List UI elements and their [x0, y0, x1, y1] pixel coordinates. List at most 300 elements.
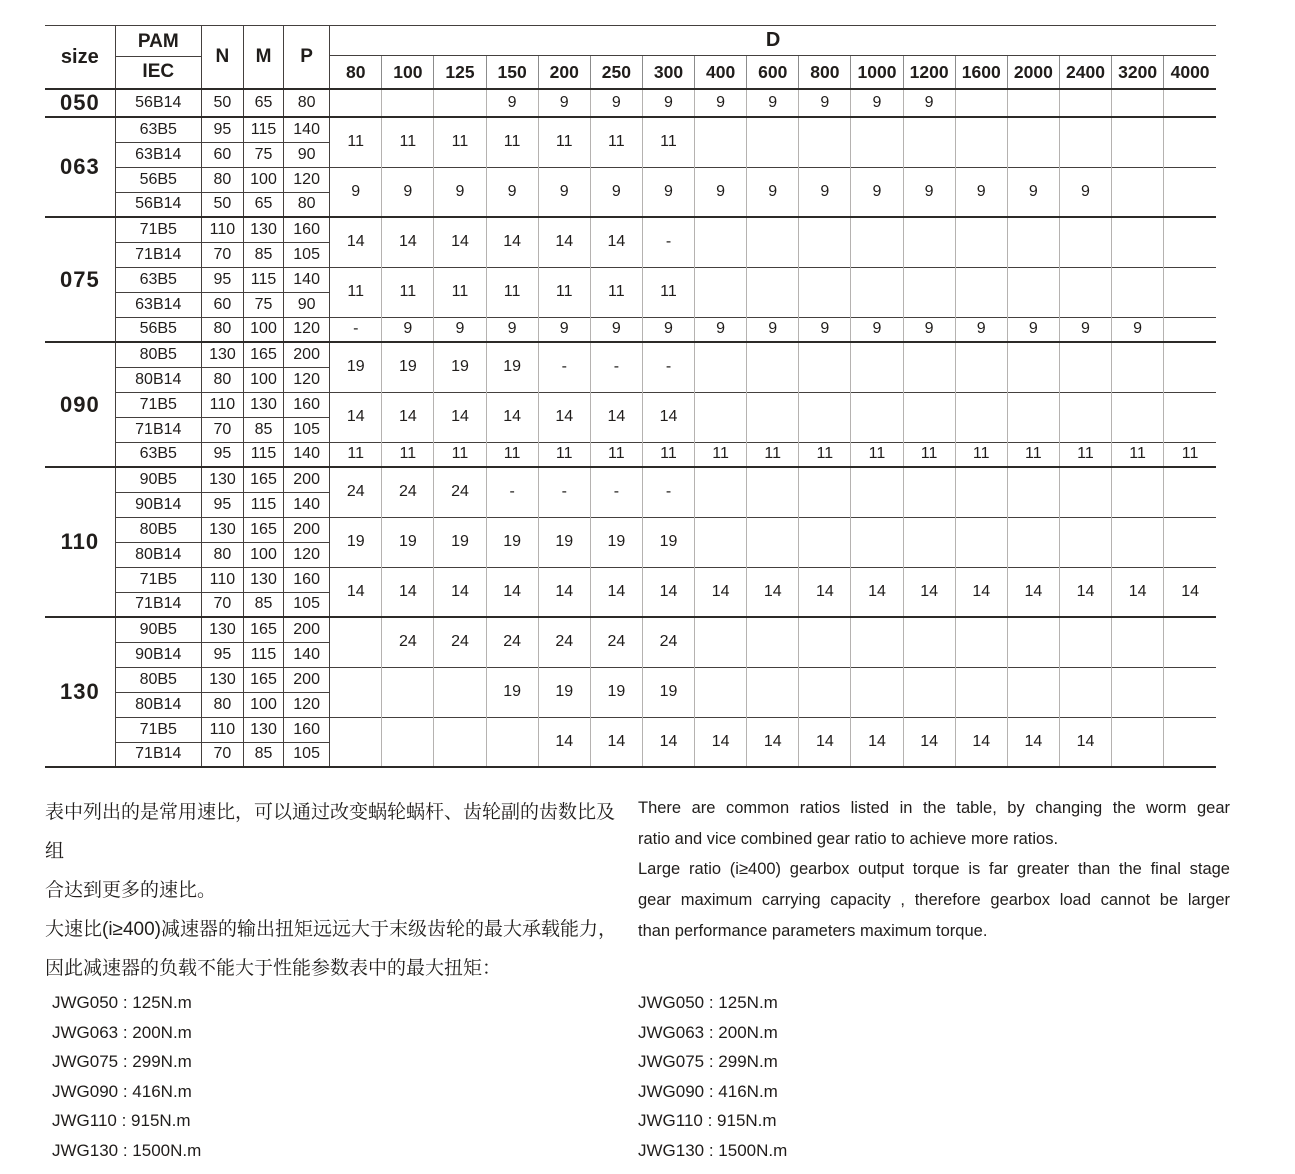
m-cell: 85	[243, 592, 283, 617]
d-value-cell: 24	[434, 617, 486, 667]
d-value-cell: 11	[486, 267, 538, 317]
d-value-cell: 9	[642, 167, 694, 217]
d-value-cell: 19	[642, 667, 694, 717]
p-cell: 105	[284, 242, 330, 267]
d-col-header: 4000	[1170, 61, 1210, 82]
torque-item: JWG090 : 416N.m	[52, 1081, 192, 1101]
m-cell: 100	[243, 317, 283, 342]
d-col-header: 1200	[903, 56, 955, 89]
d-value-cell: 9	[851, 89, 903, 117]
d-value-cell	[695, 267, 747, 317]
d-value-cell: 14	[903, 567, 955, 617]
note-line: There are common ratios listed in the table, by changing the worm gear	[638, 799, 1230, 817]
d-value-cell	[799, 342, 851, 392]
d-value-cell: 14	[330, 392, 382, 442]
d-value-cell: 11	[434, 117, 486, 167]
d-value-cell: 14	[642, 392, 694, 442]
d-value-cell: 14	[382, 392, 434, 442]
n-cell: 80	[201, 542, 243, 567]
d-value-cell	[955, 89, 1007, 117]
n-cell: 95	[201, 117, 243, 142]
d-value-cell: 9	[903, 317, 955, 342]
d-value-cell	[903, 517, 955, 567]
d-value-cell	[851, 217, 903, 267]
p-cell: 160	[284, 392, 330, 417]
p-cell: 160	[284, 567, 330, 592]
d-value-cell	[851, 667, 903, 717]
d-col-header: 200	[538, 56, 590, 89]
d-value-cell	[330, 667, 382, 717]
d-value-cell	[1059, 617, 1111, 667]
p-cell: 90	[284, 142, 330, 167]
p-cell: 140	[284, 442, 330, 467]
d-value-cell: 14	[486, 567, 538, 617]
d-value-cell	[747, 117, 799, 167]
d-value-cell: 9	[851, 317, 903, 342]
pam-cell: 71B5	[115, 567, 201, 592]
m-cell: 130	[243, 217, 283, 242]
d-value-cell: 11	[330, 442, 382, 467]
d-value-cell: 19	[642, 517, 694, 567]
d-value-cell: 19	[330, 517, 382, 567]
n-cell: 70	[201, 742, 243, 767]
d-value-cell	[1007, 617, 1059, 667]
d-value-cell	[747, 617, 799, 667]
d-value-cell: 14	[642, 567, 694, 617]
d-value-cell	[695, 342, 747, 392]
n-cell: 50	[201, 192, 243, 217]
d-value-cell	[955, 267, 1007, 317]
d-value-cell: 19	[382, 517, 434, 567]
d-value-cell: 11	[538, 442, 590, 467]
d-value-cell: 14	[851, 567, 903, 617]
d-value-cell: 19	[590, 667, 642, 717]
pam-cell: 80B5	[115, 342, 201, 367]
d-value-cell	[1059, 217, 1111, 267]
p-cell: 120	[284, 167, 330, 192]
d-value-cell	[903, 267, 955, 317]
size-cell: 110	[45, 467, 115, 617]
pam-cell: 56B14	[115, 192, 201, 217]
d-value-cell: -	[642, 342, 694, 392]
p-cell: 200	[284, 667, 330, 692]
d-value-cell	[955, 467, 1007, 517]
d-value-cell	[955, 117, 1007, 167]
n-cell: 80	[201, 692, 243, 717]
d-value-cell: 11	[590, 117, 642, 167]
m-cell: 100	[243, 167, 283, 192]
d-value-cell: 14	[799, 567, 851, 617]
d-value-cell: 9	[799, 167, 851, 217]
d-value-cell	[486, 717, 538, 767]
m-cell: 65	[243, 89, 283, 117]
p-cell: 105	[284, 592, 330, 617]
d-value-cell	[1112, 89, 1164, 117]
d-value-cell: 14	[955, 567, 1007, 617]
d-value-cell	[1164, 267, 1216, 317]
pam-cell: 71B5	[115, 392, 201, 417]
size-cell: 130	[45, 617, 115, 767]
d-value-cell: 24	[434, 467, 486, 517]
note-line: 合达到更多的速比。	[45, 880, 217, 901]
d-value-cell: 9	[1007, 317, 1059, 342]
n-cell: 60	[201, 142, 243, 167]
d-value-cell: 11	[330, 267, 382, 317]
d-value-cell: 11	[382, 267, 434, 317]
torque-item: JWG090 : 416N.m	[638, 1081, 778, 1101]
d-value-cell	[1007, 89, 1059, 117]
d-value-cell	[695, 217, 747, 267]
pam-iec-column-header	[115, 26, 201, 90]
n-cell: 95	[201, 267, 243, 292]
pam-cell: 63B5	[115, 267, 201, 292]
n-cell: 95	[201, 492, 243, 517]
pam-cell: 56B5	[115, 317, 201, 342]
d-value-cell	[747, 217, 799, 267]
pam-cell: 71B14	[115, 742, 201, 767]
m-cell: 115	[243, 642, 283, 667]
m-cell: 115	[243, 267, 283, 292]
d-value-cell	[851, 117, 903, 167]
p-cell: 80	[284, 192, 330, 217]
d-value-cell	[903, 217, 955, 267]
d-value-cell	[1112, 167, 1164, 217]
d-value-cell: 14	[642, 717, 694, 767]
pam-cell: 71B5	[115, 217, 201, 242]
size-cell: 075	[45, 217, 115, 342]
torque-item: JWG050 : 125N.m	[52, 993, 192, 1012]
n-cell: 110	[201, 217, 243, 242]
d-value-cell	[747, 467, 799, 517]
p-column-header: P	[284, 26, 330, 90]
d-value-cell: 9	[799, 317, 851, 342]
d-value-cell: 19	[590, 517, 642, 567]
d-value-cell	[434, 717, 486, 767]
d-value-cell: 9	[486, 317, 538, 342]
d-value-cell: 11	[382, 117, 434, 167]
note-line: than performance parameters maximum torque.	[638, 921, 988, 940]
d-col-header: 3200	[1112, 56, 1164, 89]
d-value-cell: 11	[434, 267, 486, 317]
size-cell: 063	[45, 117, 115, 217]
m-cell: 165	[243, 342, 283, 367]
d-col-header: 300	[642, 56, 694, 89]
d-value-cell	[955, 517, 1007, 567]
m-cell: 165	[243, 667, 283, 692]
note-line: Large ratio (i≥400) gearbox output torque is far greater than the final stage	[638, 860, 1230, 879]
n-cell: 50	[201, 89, 243, 117]
p-cell: 200	[284, 467, 330, 492]
d-value-cell: 14	[695, 717, 747, 767]
d-value-cell: 9	[1059, 317, 1111, 342]
p-cell: 140	[284, 117, 330, 142]
n-cell: 70	[201, 592, 243, 617]
d-col-header: 80	[330, 56, 382, 89]
d-value-cell: 11	[1164, 442, 1216, 467]
d-value-cell: 11	[955, 442, 1007, 467]
d-value-cell	[1164, 217, 1216, 267]
d-value-cell: 19	[538, 517, 590, 567]
d-value-cell: 14	[330, 567, 382, 617]
d-value-cell: 9	[851, 167, 903, 217]
d-value-cell	[1059, 517, 1111, 567]
d-value-cell: 14	[747, 717, 799, 767]
d-value-cell	[955, 617, 1007, 667]
p-cell: 105	[284, 742, 330, 767]
torque-section	[45, 988, 1250, 1166]
d-col-header: 125	[434, 56, 486, 89]
d-value-cell	[747, 267, 799, 317]
torque-item: JWG130 : 1500N.m	[52, 1140, 202, 1160]
d-value-cell	[851, 517, 903, 567]
d-value-cell: 14	[590, 717, 642, 767]
d-value-cell: 14	[1112, 567, 1164, 617]
d-value-cell	[851, 392, 903, 442]
d-value-cell: -	[590, 467, 642, 517]
iec-label: IEC	[142, 61, 175, 82]
d-value-cell	[1059, 89, 1111, 117]
d-value-cell: 14	[1059, 567, 1111, 617]
d-value-cell	[1164, 517, 1216, 567]
d-value-cell: 14	[330, 217, 382, 267]
d-value-cell: 11	[851, 442, 903, 467]
torque-list-right	[638, 988, 1230, 1166]
pam-cell: 63B5	[115, 117, 201, 142]
pam-cell: 80B14	[115, 692, 201, 717]
d-value-cell	[799, 617, 851, 667]
d-value-cell: 11	[382, 442, 434, 467]
d-value-cell: 14	[434, 392, 486, 442]
d-value-cell	[1007, 117, 1059, 167]
d-value-cell: 9	[538, 317, 590, 342]
d-value-cell: 11	[538, 267, 590, 317]
pam-cell: 56B14	[115, 89, 201, 117]
d-value-cell: 9	[747, 167, 799, 217]
p-cell: 90	[284, 292, 330, 317]
d-value-cell: 11	[486, 442, 538, 467]
d-value-cell: -	[642, 467, 694, 517]
d-value-cell: 9	[642, 317, 694, 342]
n-cell: 130	[201, 617, 243, 642]
d-value-cell	[903, 117, 955, 167]
n-cell: 80	[201, 167, 243, 192]
note-line: 因此减速器的负载不能大于性能参数表中的最大扭矩：	[45, 958, 502, 979]
d-value-cell	[851, 342, 903, 392]
d-value-cell: -	[538, 342, 590, 392]
m-cell: 165	[243, 617, 283, 642]
d-value-cell	[1059, 467, 1111, 517]
n-cell: 70	[201, 242, 243, 267]
pam-cell: 80B5	[115, 517, 201, 542]
notes-chinese	[45, 793, 623, 988]
note-line: gear maximum carrying capacity , therefore gearbox load cannot be larger	[638, 891, 1230, 910]
d-value-cell: 14	[903, 717, 955, 767]
d-value-cell	[851, 617, 903, 667]
d-value-cell	[382, 89, 434, 117]
size-column-header: size	[45, 26, 115, 90]
d-value-cell	[1164, 89, 1216, 117]
note-line: ratio and vice combined gear ratio to achieve more ratios.	[638, 829, 1059, 848]
m-cell: 85	[243, 742, 283, 767]
d-value-cell: 9	[799, 89, 851, 117]
d-value-cell: 9	[486, 167, 538, 217]
ratio-table	[45, 25, 1216, 768]
d-value-cell	[1059, 267, 1111, 317]
d-value-cell	[903, 342, 955, 392]
d-value-cell	[1112, 517, 1164, 567]
d-value-cell	[903, 392, 955, 442]
m-cell: 115	[243, 492, 283, 517]
d-value-cell: 9	[382, 167, 434, 217]
d-value-cell: 19	[330, 342, 382, 392]
d-value-cell: 19	[434, 517, 486, 567]
d-value-cell	[1059, 392, 1111, 442]
torque-item: JWG075 : 299N.m	[638, 1052, 778, 1072]
d-col-header: 100	[382, 56, 434, 89]
m-cell: 85	[243, 417, 283, 442]
d-value-cell: 11	[590, 442, 642, 467]
table-header	[45, 26, 1216, 90]
d-col-header: 250	[590, 56, 642, 89]
d-value-cell	[695, 117, 747, 167]
p-cell: 120	[284, 542, 330, 567]
n-cell: 130	[201, 517, 243, 542]
d-value-cell: 9	[747, 317, 799, 342]
d-value-cell: 14	[1059, 717, 1111, 767]
p-cell: 160	[284, 717, 330, 742]
m-cell: 115	[243, 117, 283, 142]
d-value-cell: -	[538, 467, 590, 517]
d-value-cell	[955, 392, 1007, 442]
d-value-cell	[1059, 667, 1111, 717]
d-value-cell: 11	[642, 117, 694, 167]
d-value-cell: 9	[1007, 167, 1059, 217]
d-value-cell: 11	[538, 117, 590, 167]
p-cell: 140	[284, 642, 330, 667]
d-col-header: 600	[747, 56, 799, 89]
d-value-cell	[1007, 342, 1059, 392]
d-value-cell: 14	[538, 217, 590, 267]
d-value-cell: 14	[538, 717, 590, 767]
d-col-header: 400	[695, 56, 747, 89]
d-value-cell: 9	[590, 89, 642, 117]
d-value-cell: 11	[695, 442, 747, 467]
d-value-cell: 9	[903, 89, 955, 117]
d-value-cell: 11	[486, 117, 538, 167]
d-value-cell	[1007, 392, 1059, 442]
d-value-cell: 14	[799, 717, 851, 767]
notes-section	[45, 793, 1250, 988]
n-cell: 130	[201, 342, 243, 367]
d-value-cell	[903, 617, 955, 667]
d-value-cell: 9	[1112, 317, 1164, 342]
p-cell: 140	[284, 492, 330, 517]
d-value-cell: 24	[538, 617, 590, 667]
n-cell: 95	[201, 442, 243, 467]
d-value-cell	[695, 617, 747, 667]
d-value-cell: 14	[1007, 717, 1059, 767]
d-value-cell	[1164, 117, 1216, 167]
n-column-header: N	[201, 26, 243, 90]
d-value-cell: 24	[642, 617, 694, 667]
d-value-cell	[1164, 392, 1216, 442]
pam-label: PAM	[116, 26, 201, 57]
d-value-cell	[1164, 167, 1216, 217]
m-cell: 75	[243, 142, 283, 167]
d-value-cell: 24	[486, 617, 538, 667]
p-cell: 120	[284, 367, 330, 392]
d-value-cell: 14	[851, 717, 903, 767]
d-value-cell	[1164, 317, 1216, 342]
d-value-cell: 11	[799, 442, 851, 467]
d-value-cell: 9	[434, 317, 486, 342]
d-value-cell: 9	[330, 167, 382, 217]
m-cell: 130	[243, 717, 283, 742]
d-value-cell: 11	[747, 442, 799, 467]
pam-cell: 71B14	[115, 242, 201, 267]
size-cell: 090	[45, 342, 115, 467]
d-col-header: 2400	[1059, 56, 1111, 89]
p-cell: 120	[284, 317, 330, 342]
d-value-cell	[747, 517, 799, 567]
p-cell: 80	[284, 89, 330, 117]
d-value-cell	[1059, 342, 1111, 392]
pam-cell: 80B14	[115, 542, 201, 567]
d-value-cell: 9	[695, 167, 747, 217]
d-value-cell	[747, 392, 799, 442]
pam-cell: 80B5	[115, 667, 201, 692]
d-value-cell: 14	[538, 567, 590, 617]
d-value-cell: 11	[434, 442, 486, 467]
m-cell: 100	[243, 367, 283, 392]
n-cell: 110	[201, 392, 243, 417]
p-cell: 160	[284, 217, 330, 242]
d-value-cell	[1112, 342, 1164, 392]
p-cell: 105	[284, 417, 330, 442]
m-cell: 130	[243, 567, 283, 592]
torque-item: JWG130 : 1500N.m	[638, 1140, 788, 1160]
d-value-cell: 14	[434, 567, 486, 617]
torque-list-left	[45, 988, 623, 1166]
d-value-cell: -	[590, 342, 642, 392]
torque-item: JWG050 : 125N.m	[638, 993, 778, 1012]
d-value-cell: 14	[486, 217, 538, 267]
d-value-cell: -	[330, 317, 382, 342]
d-col-header: 1600	[955, 56, 1007, 89]
d-value-cell	[1112, 117, 1164, 167]
d-value-cell: 14	[955, 717, 1007, 767]
m-cell: 165	[243, 517, 283, 542]
pam-cell: 71B5	[115, 717, 201, 742]
d-value-cell: 9	[955, 317, 1007, 342]
d-value-cell: 19	[434, 342, 486, 392]
m-cell: 85	[243, 242, 283, 267]
d-value-cell	[1164, 667, 1216, 717]
d-value-cell: 9	[903, 167, 955, 217]
d-value-cell	[382, 667, 434, 717]
d-value-cell	[1007, 467, 1059, 517]
d-value-cell: 11	[1112, 442, 1164, 467]
d-value-cell: 14	[382, 217, 434, 267]
d-value-cell: 14	[1007, 567, 1059, 617]
d-value-cell: 11	[590, 267, 642, 317]
n-cell: 110	[201, 567, 243, 592]
torque-item: JWG110 : 915N.m	[52, 1111, 191, 1131]
d-value-cell	[955, 217, 1007, 267]
d-value-cell	[1112, 467, 1164, 517]
d-value-cell: 9	[642, 89, 694, 117]
d-value-cell: -	[642, 217, 694, 267]
